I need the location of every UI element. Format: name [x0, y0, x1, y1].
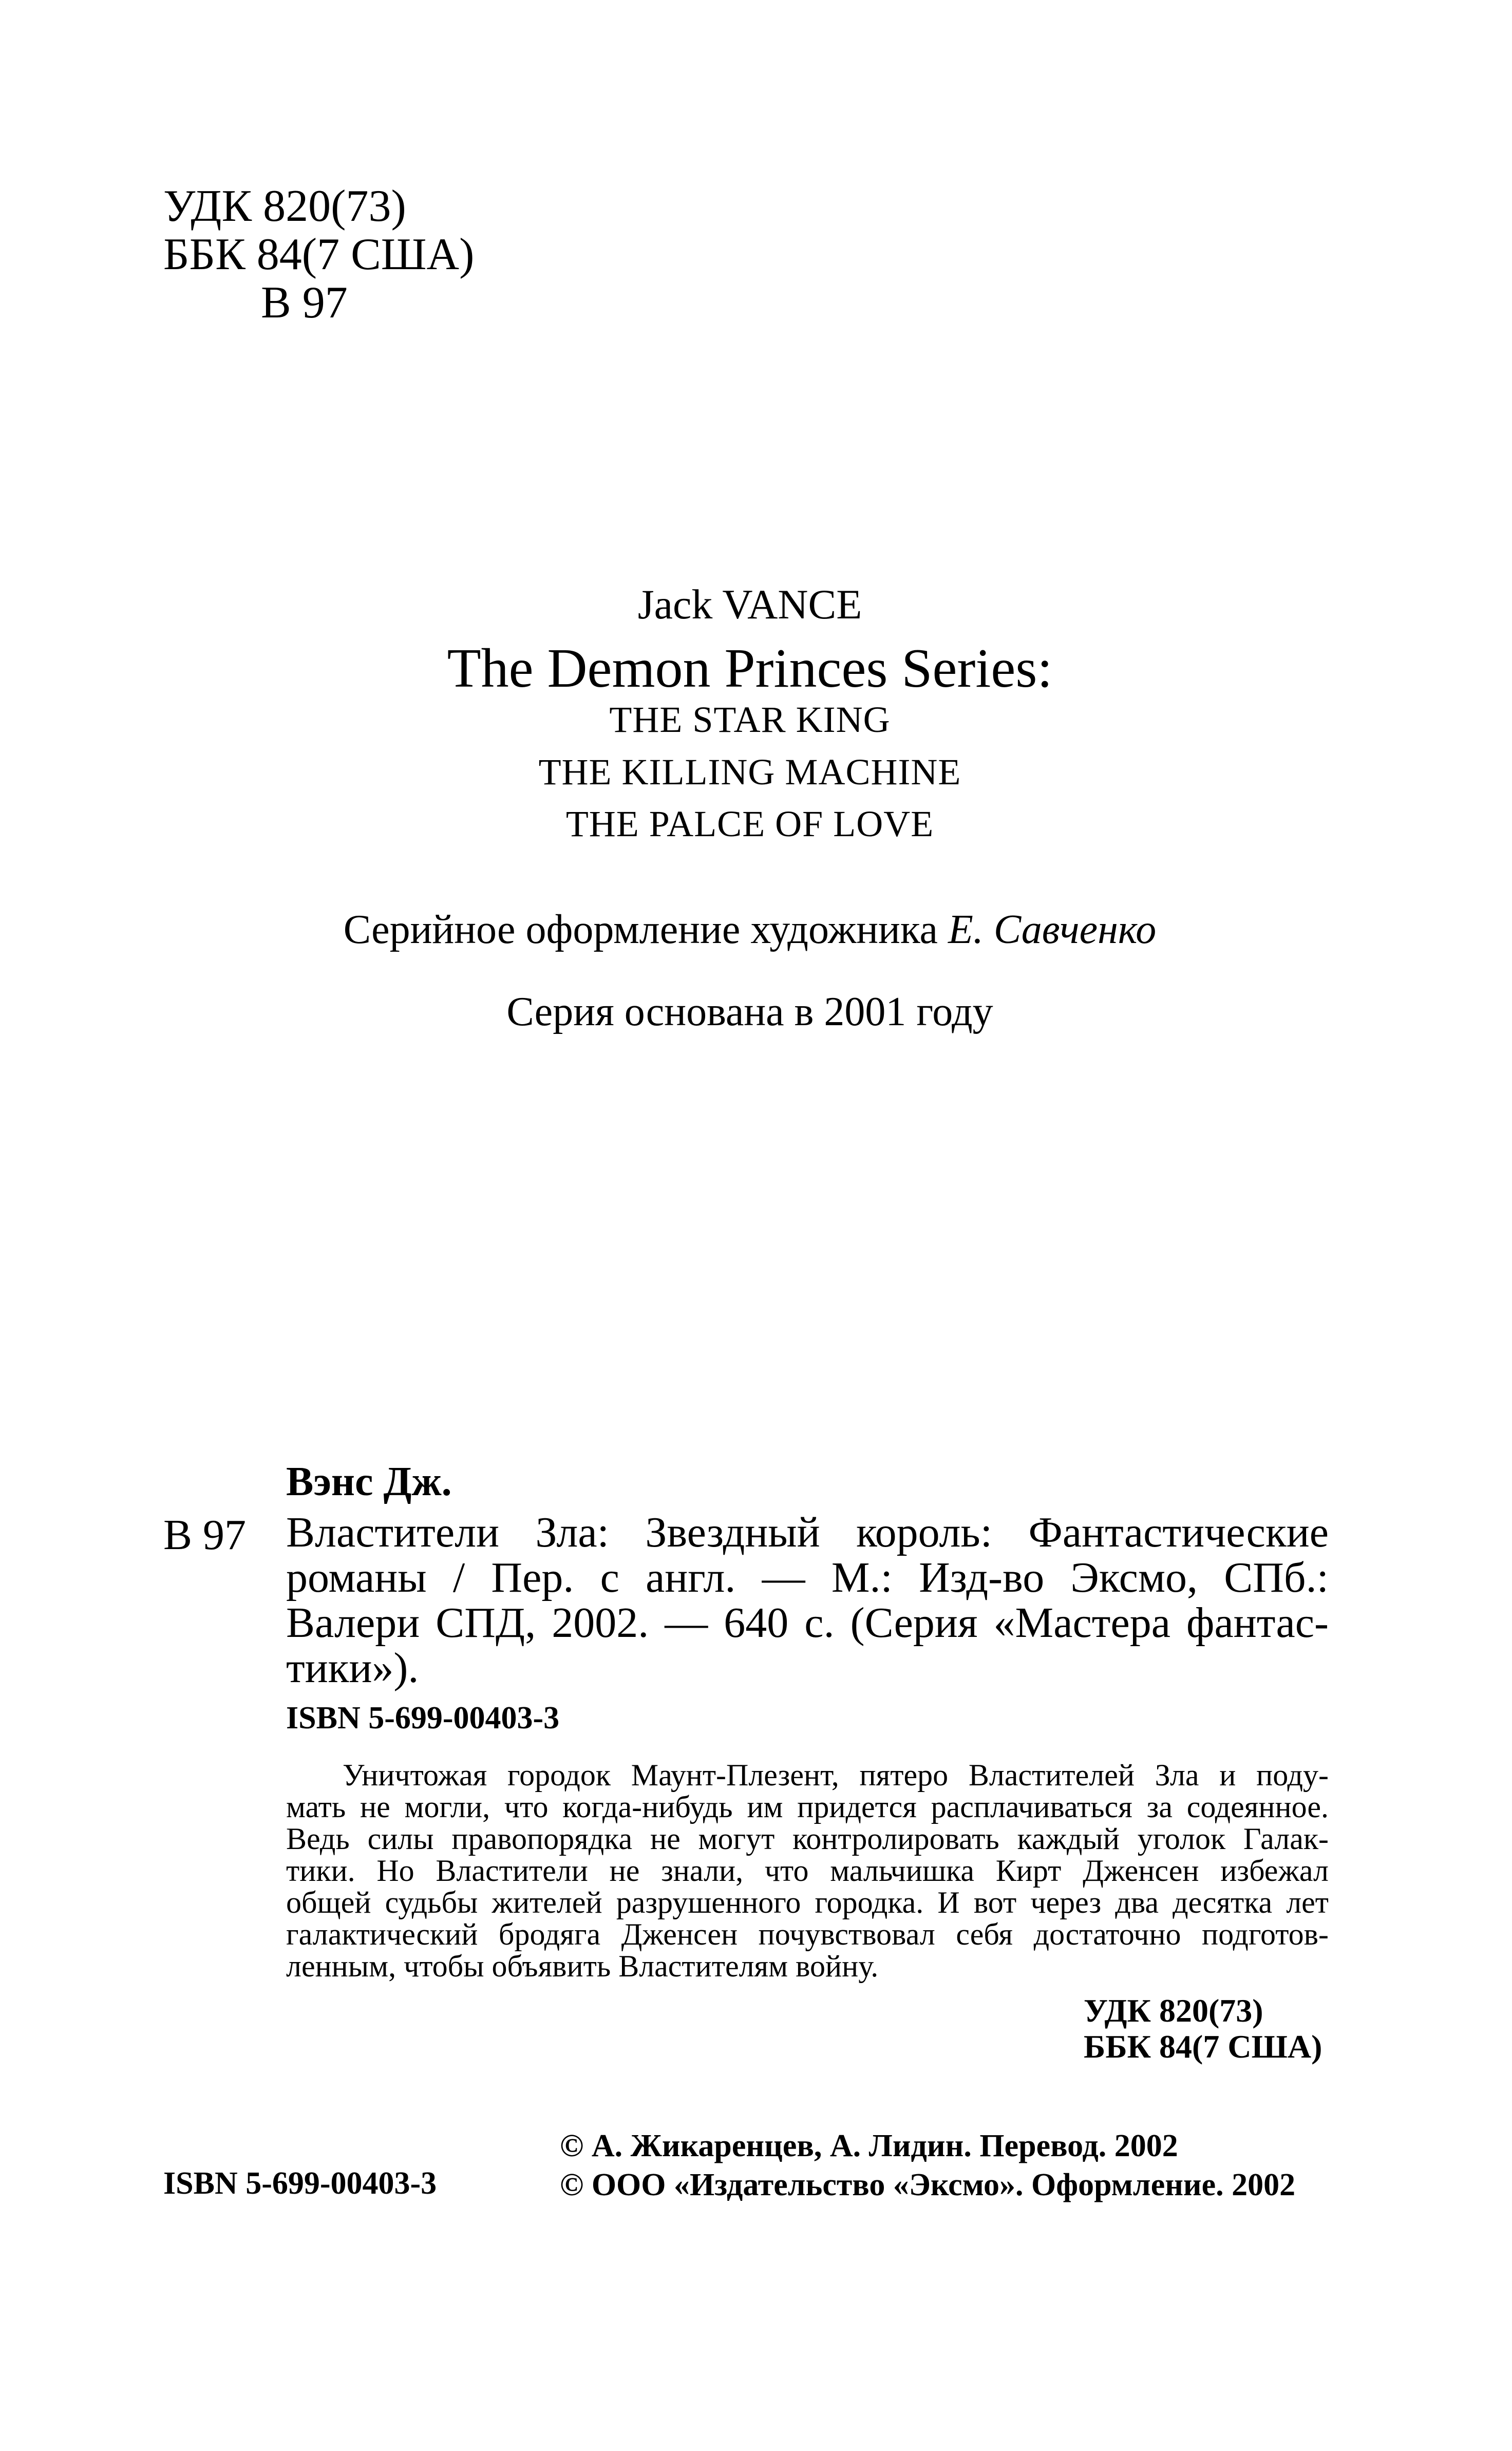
record-isbn: ISBN 5-699-00403-3 [286, 1701, 560, 1736]
record-description [286, 1510, 1329, 1691]
annotation-line: мать не могли, что когда-нибудь им придется расплачиваться за содеянное. [286, 1790, 1329, 1824]
record-author: Вэнс Дж. [286, 1459, 452, 1504]
description-line: Властители Зла: Звездный король: Фантастические [286, 1509, 1329, 1556]
author-name-en: Jack VANCE [637, 581, 862, 628]
annotation-line: общей судьбы жителей разрушенного городка. И вот через два десятка лет [286, 1886, 1329, 1919]
bbk-code: ББК 84(7 США) [163, 230, 475, 279]
isbn-bottom: ISBN 5-699-00403-3 [163, 2166, 437, 2201]
author-mark: В 97 [261, 278, 348, 328]
copyright-translation: © А. Жикаренцев, А. Лидин. Перевод. 2002 [560, 2128, 1178, 2163]
annotation-line: ленным, чтобы объявить Властителям войну. [286, 1949, 879, 1983]
annotation-line: галактический бродяга Дженсен почувствовал себя достаточно подготов- [286, 1917, 1329, 1951]
book-title: THE PALCE OF LOVE [565, 803, 934, 844]
annotation-line: тики. Но Властители не знали, что мальчишка Кирт Дженсен избежал [286, 1854, 1329, 1888]
book-title: THE KILLING MACHINE [538, 751, 961, 793]
description-line: Валери СПД, 2002. — 640 с. (Серия «Мастера фантас- [286, 1599, 1329, 1647]
design-artist: Е. Савченко [948, 907, 1157, 952]
copyright-block [560, 2126, 1295, 2204]
description-line: романы / Пер. с англ. — М.: Изд-во Эксмо, СПб.: [286, 1554, 1329, 1601]
classification-bottom [1084, 1993, 1322, 2065]
udk-code: УДК 820(73) [163, 181, 406, 231]
classification-top [163, 182, 474, 327]
bbk-code: ББК 84(7 США) [1084, 2028, 1322, 2065]
annotation-line: Ведь силы правопорядка не могут контролировать каждый уголок Галак- [286, 1822, 1329, 1856]
annotation [286, 1759, 1329, 1982]
udk-code: УДК 820(73) [1084, 1992, 1263, 2029]
copyright-design: © ООО «Издательство «Эксмо». Оформление. 2002 [560, 2167, 1296, 2202]
series-title: The Demon Princes Series: [447, 638, 1053, 699]
record-code: В 97 [163, 1511, 247, 1559]
annotation-line: Уничтожая городок Маунт-Плезент, пятеро Властителей Зла и поду- [343, 1758, 1329, 1792]
design-credit-text: Серийное оформление художника [343, 907, 949, 952]
design-credit [0, 907, 1500, 953]
book-title: THE STAR KING [609, 699, 891, 740]
description-line: тики»). [286, 1644, 419, 1692]
series-founded: Серия основана в 2001 году [506, 989, 993, 1034]
